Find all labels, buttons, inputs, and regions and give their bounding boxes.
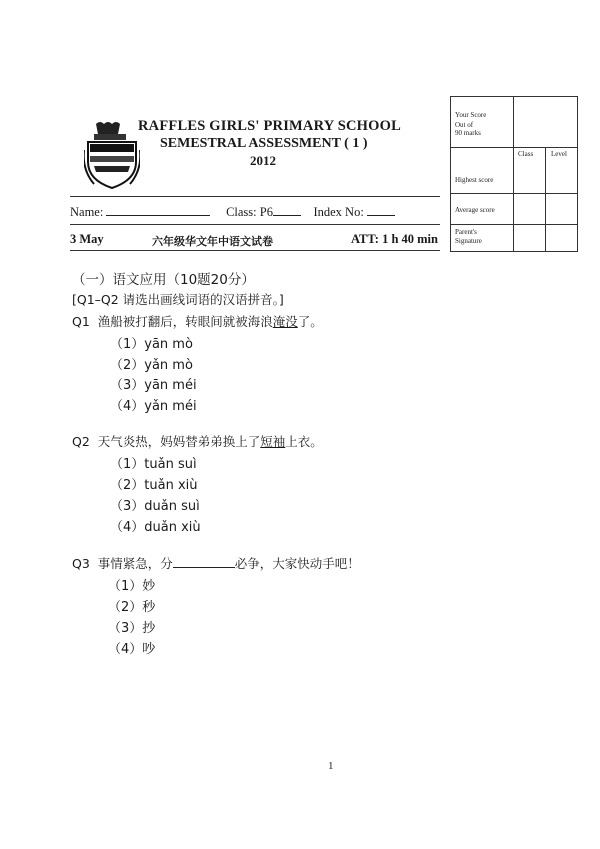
name-blank — [106, 204, 210, 216]
question-text-pre: 天气炎热，妈妈替弟弟换上了 — [97, 434, 261, 449]
q2-option-1[interactable]: （1）tuǎn suì — [110, 457, 197, 472]
parent-label: Parent's — [455, 228, 477, 236]
score-table — [450, 96, 578, 252]
date-subject-row — [70, 232, 440, 247]
q1-option-3[interactable]: （3）yān méi — [110, 378, 197, 393]
average-score-label: Average score — [455, 206, 495, 214]
class-label: Class: P6 — [226, 205, 273, 219]
question-text-post: 必争，大家快动手吧！ — [234, 556, 360, 571]
signature-label: Signature — [455, 237, 482, 245]
underlined-word: 淹没 — [272, 314, 298, 329]
question-2 — [72, 432, 323, 450]
exam-subject: 六年级华文年中语文试卷 — [152, 235, 273, 248]
question-1 — [72, 312, 323, 330]
highest-score-label: Highest score — [455, 176, 494, 184]
page-number: 1 — [328, 760, 334, 772]
level-column-header: Level — [551, 150, 567, 158]
question-3 — [72, 554, 360, 572]
q3-option-1[interactable]: （1）妙 — [108, 579, 156, 594]
assessment-year: 2012 — [250, 153, 276, 168]
question-text-pre: 渔船被打翻后，转眼间就被海浪 — [97, 314, 273, 329]
section-instruction: [Q1–Q2 请选出画线词语的汉语拼音。] — [72, 292, 284, 307]
your-score-label: Your Score — [455, 111, 487, 119]
question-text-post: 上衣。 — [285, 434, 323, 449]
question-text-pre: 事情紧急，分 — [97, 556, 173, 571]
q3-option-2[interactable]: （2）秒 — [108, 600, 156, 615]
section-title: （一）语文应用（10题20分） — [72, 272, 255, 288]
q3-option-3[interactable]: （3）抄 — [108, 621, 156, 636]
underlined-word: 短袖 — [260, 434, 286, 449]
header-divider-middle — [70, 224, 440, 225]
school-crest-logo — [84, 120, 140, 192]
out-of-label: Out of — [455, 121, 474, 129]
q2-option-4[interactable]: （4）duǎn xiù — [110, 520, 201, 535]
header-divider-bottom — [70, 250, 440, 251]
q2-option-2[interactable]: （2）tuǎn xiù — [110, 478, 198, 493]
index-label: Index No: — [313, 205, 364, 219]
exam-duration: ATT: 1 h 40 min — [350, 232, 438, 246]
assessment-title: SEMESTRAL ASSESSMENT ( 1 ) — [160, 136, 368, 151]
class-blank — [273, 204, 301, 216]
answer-blank[interactable] — [173, 555, 235, 568]
class-column-header: Class — [518, 150, 534, 158]
marks-label: 90 marks — [455, 129, 481, 137]
exam-date: 3 May — [70, 232, 104, 246]
header-divider-top — [70, 196, 440, 197]
q1-option-1[interactable]: （1）yān mò — [110, 337, 193, 352]
q2-option-3[interactable]: （3）duǎn suì — [110, 499, 200, 514]
question-number: Q1 — [72, 314, 90, 329]
question-number: Q2 — [72, 434, 90, 449]
name-label: Name: — [70, 205, 104, 219]
q1-option-4[interactable]: （4）yǎn méi — [110, 399, 197, 414]
question-text-post: 了。 — [297, 314, 323, 329]
name-class-index-row — [70, 204, 395, 220]
question-number: Q3 — [72, 556, 90, 571]
index-blank — [367, 204, 395, 216]
q1-option-2[interactable]: （2）yǎn mò — [110, 358, 193, 373]
school-name: RAFFLES GIRLS' PRIMARY SCHOOL — [138, 118, 401, 134]
q3-option-4[interactable]: （4）吵 — [108, 642, 156, 657]
